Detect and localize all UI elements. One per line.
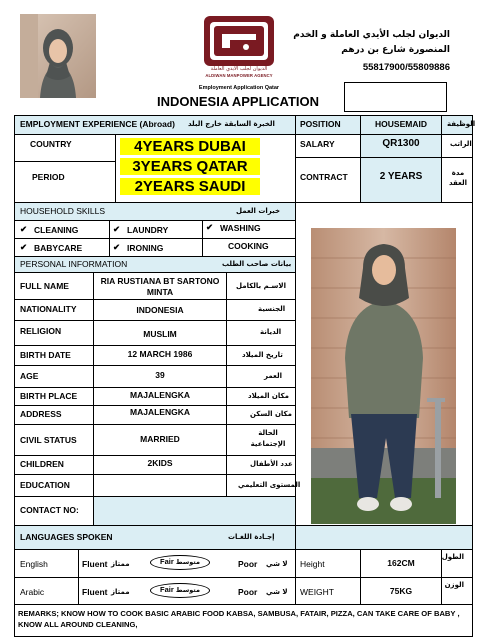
application-title: INDONESIA APPLICATION xyxy=(156,94,320,109)
contact-value-cell xyxy=(94,497,295,525)
english-fluent-ar: ممتاز xyxy=(111,560,130,568)
country-label: COUNTRY xyxy=(30,139,72,149)
language-col-divider xyxy=(78,549,79,605)
english-fair-oval xyxy=(150,555,210,570)
agency-arabic-line-1: الديوان لجلب الأيدي العاملة و الخدم xyxy=(293,30,450,40)
contract-label: CONTRACT xyxy=(300,172,348,182)
birth-place-value: MAJALENGKA xyxy=(130,390,190,400)
nationality-ar: الجنسية xyxy=(258,305,286,313)
arabic-fluent: Fluent xyxy=(82,587,108,597)
skills-section-label: HOUSEHOLD SKILLS xyxy=(20,206,106,216)
position-value: HOUSEMAID xyxy=(375,119,427,129)
salary-label: SALARY xyxy=(300,139,335,149)
address-label: ADDRESS xyxy=(20,409,62,419)
height-ar: الطول xyxy=(441,553,464,561)
nationality-value: INDONESIA xyxy=(136,305,184,315)
weight-label: WEIGHT xyxy=(300,587,334,597)
english-label: English xyxy=(20,559,48,569)
skill-check-washing: ✔ xyxy=(206,222,214,232)
remarks-text: REMARKS; KNOW HOW TO COOK BASIC ARABIC FOOD KABSA, SAMBUSA, FATAIR, PIZZA, CAN TAKE CARE OF BABY , KNOW ALL AROUND CLEANING, xyxy=(18,609,460,629)
education-ar: المستوى التعليمي xyxy=(238,481,301,489)
weight-ar: الوزن xyxy=(444,581,464,589)
skill-label-cooking: COOKING xyxy=(228,241,269,251)
skill-check-laundry: ✔ xyxy=(113,224,121,234)
civil-status-value: MARRIED xyxy=(140,434,180,444)
english-fair-ar: متوسط xyxy=(175,558,200,566)
skill-label-laundry: LAUNDRY xyxy=(127,225,169,235)
salary-value: QR1300 xyxy=(382,138,420,149)
skill-check-babycare: ✔ xyxy=(20,242,28,252)
skill-check-cleaning: ✔ xyxy=(20,224,28,234)
religion-label: RELIGION xyxy=(20,326,62,336)
nationality-label: NATIONALITY xyxy=(20,304,77,314)
civil-status-ar: الحالة الإجتماعية xyxy=(250,429,286,448)
arabic-poor: Poor xyxy=(238,587,258,597)
skill-check-ironing: ✔ xyxy=(113,242,121,252)
position-ar: الوظيفة xyxy=(447,120,476,128)
age-value: 39 xyxy=(155,370,165,380)
civil-status-label: CIVIL STATUS xyxy=(20,435,77,445)
age-ar: العمر xyxy=(264,372,283,380)
full-body-photo xyxy=(311,228,456,524)
employment-section-label: EMPLOYMENT EXPERIENCE (Abroad) xyxy=(20,119,175,129)
birth-place-ar: مكان الميلاد xyxy=(248,392,289,400)
english-poor: Poor xyxy=(238,559,258,569)
agency-phones: 55817900/55809886 xyxy=(362,62,450,73)
period-label: PERIOD xyxy=(32,172,65,182)
address-value: MAJALENGKA xyxy=(130,407,190,417)
address-ar: مكان السكن xyxy=(250,410,292,418)
languages-section-label-ar: إجـادة اللغـات xyxy=(228,533,275,541)
experience-line-3: 2YEARS SAUDI xyxy=(120,178,260,195)
religion-value: MUSLIM xyxy=(143,329,177,339)
languages-header-right xyxy=(295,525,473,550)
headshot-photo xyxy=(20,14,96,98)
arabic-fluent-ar: ممتاز xyxy=(111,588,130,596)
experience-line-1: 4YEARS DUBAI xyxy=(120,138,260,155)
full-name-ar: الاسـم بالكامل xyxy=(236,282,286,290)
children-label: CHILDREN xyxy=(20,459,64,469)
agency-arabic-line-2: المنصورة شارع بن درهم xyxy=(341,45,450,55)
skill-label-cleaning: CLEANING xyxy=(34,225,79,235)
agency-logo xyxy=(200,10,278,80)
height-value: 162CM xyxy=(387,558,415,568)
logo-english-subtitle: ALDIWAN MANPOWER AGENCY xyxy=(205,73,273,78)
contract-value: 2 YEARS xyxy=(379,171,423,182)
birth-date-ar: تاريخ الميلاد xyxy=(242,351,283,359)
period-label-cell xyxy=(14,161,116,203)
birth-place-label: BIRTH PLACE xyxy=(20,391,78,401)
skills-section-label-ar: خبرات العمل xyxy=(236,207,281,215)
arabic-fair: Fair xyxy=(160,585,174,594)
skill-label-ironing: IRONING xyxy=(127,243,164,253)
form-label: Employment Application Qatar xyxy=(198,85,280,91)
english-fair: Fair xyxy=(160,557,174,566)
arabic-label: Arabic xyxy=(20,587,45,597)
birth-date-label: BIRTH DATE xyxy=(20,350,71,360)
contract-ar: مدة العقد xyxy=(448,169,468,187)
header-blank-box xyxy=(344,82,447,112)
weight-value: 75KG xyxy=(389,586,413,596)
skill-label-babycare: BABYCARE xyxy=(34,243,83,253)
languages-section-label: LANGUAGES SPOKEN xyxy=(20,532,113,542)
full-name-value: RIA RUSTIANA BT SARTONO MINTA xyxy=(100,276,220,297)
height-label: Height xyxy=(300,559,325,569)
salary-ar: الراتب xyxy=(450,140,472,148)
religion-ar: الديانة xyxy=(260,328,282,336)
children-value: 2KIDS xyxy=(147,458,173,468)
arabic-fair-ar: متوسط xyxy=(175,586,200,594)
arabic-fair-oval xyxy=(150,583,210,598)
arabic-poor-ar: لا شي xyxy=(266,588,288,596)
children-ar: عدد الأطفال xyxy=(250,460,293,468)
personal-col-divider-2 xyxy=(226,272,227,496)
birth-date-value: 12 MARCH 1986 xyxy=(127,349,193,359)
skill-label-washing: WASHING xyxy=(220,223,261,233)
logo-arabic-subtitle: الديوان لجلب الأيدي العاملة xyxy=(210,66,268,72)
personal-section-label-ar: بيانات صاحب الطلب xyxy=(222,260,292,268)
english-fluent: Fluent xyxy=(82,559,108,569)
employment-section-label-ar: الخبرة السابقة خارج البلد xyxy=(188,120,275,128)
personal-section-label: PERSONAL INFORMATION xyxy=(20,259,128,269)
contact-label: CONTACT NO: xyxy=(20,505,79,515)
education-label: EDUCATION xyxy=(20,480,70,490)
full-name-label: FULL NAME xyxy=(20,281,69,291)
english-poor-ar: لا شي xyxy=(266,560,288,568)
position-label: POSITION xyxy=(300,119,341,129)
age-label: AGE xyxy=(20,371,39,381)
experience-line-2: 3YEARS QATAR xyxy=(120,158,260,175)
